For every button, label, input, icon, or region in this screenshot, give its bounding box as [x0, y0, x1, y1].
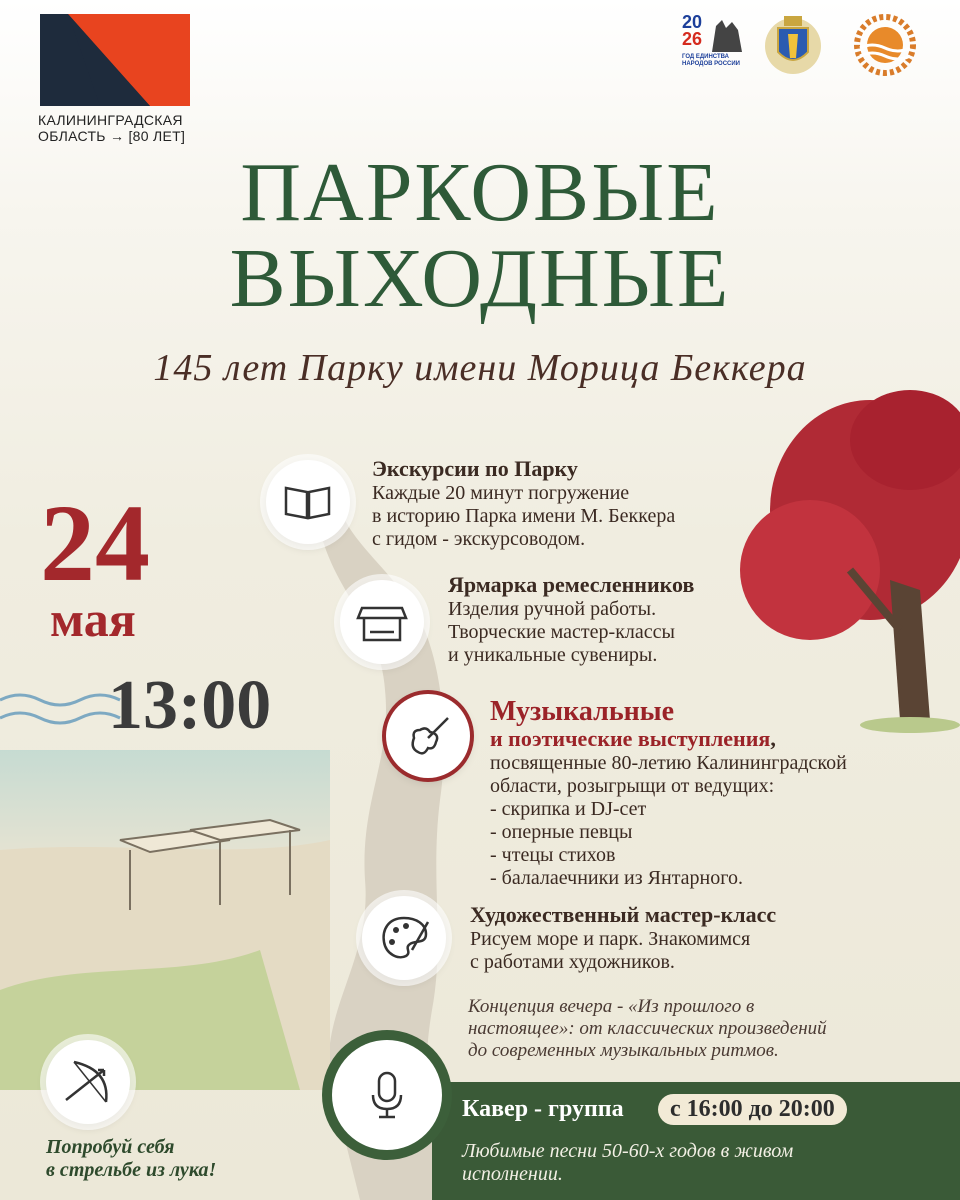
- excursion-line: в историю Парка имени М. Беккера: [372, 505, 676, 527]
- excursion-line: Каждые 20 минут погружение: [372, 482, 630, 504]
- book-icon: [280, 474, 336, 530]
- concept-line: до современных музыкальных ритмов.: [468, 1040, 779, 1061]
- market-stall-icon: [354, 594, 410, 650]
- excursion-block: [372, 456, 675, 551]
- archery-line2: в стрельбе из лука!: [46, 1159, 217, 1181]
- event-time: 13:00: [108, 667, 272, 744]
- concept-line: Концепция вечера - «Из прошлого в: [468, 996, 755, 1017]
- event-day: 24: [40, 482, 150, 604]
- cover-band-time: с 16:00 до 20:00: [658, 1094, 847, 1125]
- violin-icon: [400, 708, 456, 764]
- art-circle: [362, 896, 446, 980]
- bow-arrow-icon: [60, 1054, 116, 1110]
- excursion-circle: [266, 460, 350, 544]
- fair-circle: [340, 580, 424, 664]
- event-month: мая: [50, 591, 136, 647]
- music-circle: [386, 694, 470, 778]
- archery-line1: Попробуй себя: [46, 1136, 175, 1158]
- music-block: [490, 698, 930, 890]
- cover-band-title: Кавер - группа: [462, 1096, 624, 1122]
- music-line: - балалаечники из Янтарного.: [490, 867, 743, 889]
- art-line: с работами художников.: [470, 951, 675, 973]
- kaliningrad-80-logo: [40, 14, 190, 106]
- fair-title: Ярмарка ремесленников: [448, 572, 695, 597]
- archery-text: [46, 1136, 216, 1182]
- cover-band-desc-line: Любимые песни 50-60-х годов в живом: [462, 1140, 794, 1162]
- city-crest-icon: [762, 10, 824, 76]
- concept-line: настоящее»: от классических произведений: [468, 1018, 827, 1039]
- fair-line: Изделия ручной работы.: [448, 598, 657, 620]
- music-title: Музыкальные: [490, 696, 675, 727]
- subtitle: 145 лет Парку имени Морица Беккера: [153, 347, 807, 389]
- region-caption-line2: ОБЛАСТЬ → [80 ЛЕТ]: [38, 128, 186, 144]
- art-block: [470, 902, 776, 974]
- palette-icon: [376, 910, 432, 966]
- excursion-title: Экскурсии по Парку: [372, 456, 578, 481]
- music-line: посвященные 80-летию Калининградской: [490, 752, 847, 774]
- music-line: области, розыгрыщи от ведущих:: [490, 775, 775, 797]
- cover-band-description: [462, 1140, 932, 1186]
- music-subtitle-comma: ,: [770, 726, 776, 751]
- archery-circle: [46, 1040, 130, 1124]
- concept-text: [468, 996, 938, 1062]
- logo-caption: ГОД ЕДИНСТВА НАРОДОВ РОССИИ: [682, 54, 740, 67]
- red-tree-illustration: [740, 380, 960, 740]
- music-line: - скрипка и DJ-сет: [490, 798, 647, 820]
- art-line: Рисуем море и парк. Знакомимся: [470, 928, 751, 950]
- region-caption: [38, 112, 185, 144]
- sun-emblem-icon: [852, 14, 918, 76]
- excursion-line: с гидом - экскурсоводом.: [372, 528, 586, 550]
- fair-line: и уникальные сувениры.: [448, 644, 658, 666]
- music-line: - оперные певцы: [490, 821, 633, 843]
- fair-block: [448, 572, 694, 667]
- title-line2: ВЫХОДНЫЕ: [229, 232, 731, 325]
- music-line: - чтецы стихов: [490, 844, 616, 866]
- cover-band-desc-line: исполнении.: [462, 1163, 563, 1185]
- microphone-icon: [359, 1067, 415, 1123]
- logo-year-bottom: 26: [682, 29, 703, 49]
- title-line1: ПАРКОВЫЕ: [240, 146, 720, 239]
- region-caption-line1: КАЛИНИНГРАДСКАЯ: [38, 112, 183, 128]
- music-subtitle: и поэтические выступления: [490, 726, 771, 751]
- year-of-unity-logo: [682, 14, 748, 76]
- mic-circle: [332, 1040, 442, 1150]
- fair-line: Творческие мастер-классы: [448, 621, 675, 643]
- logo-year-top: 20: [682, 12, 703, 32]
- art-title: Художественный мастер-класс: [470, 902, 777, 927]
- page-title: [0, 146, 960, 325]
